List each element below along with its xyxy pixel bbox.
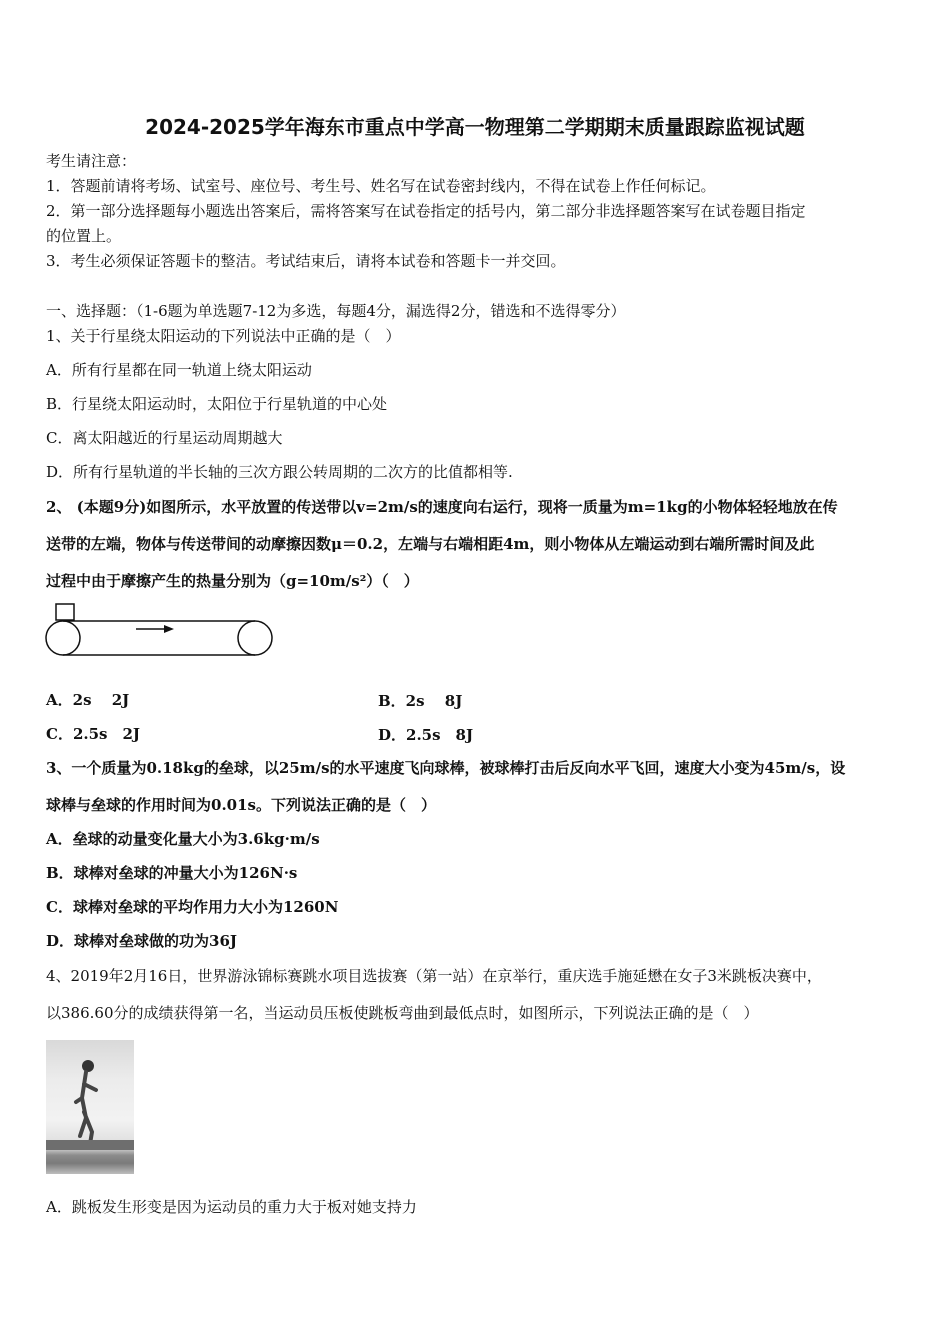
q3-option-a: A．垒球的动量变化量大小为3.6kg·m/s (46, 830, 320, 848)
page-title: 2024-2025学年海东市重点中学高一物理第二学期期末质量跟踪监视试题 (145, 115, 805, 139)
q1-option-c: C．离太阳越近的行星运动周期越大 (46, 429, 283, 447)
notice-heading: 考生请注意： (46, 152, 137, 170)
notice-item-3: 3．考生必须保证答题卡的整洁。考试结束后，请将本试卷和答题卡一并交回。 (46, 252, 566, 270)
q2-option-b: B．2s 8J (378, 692, 463, 710)
q1-option-d: D．所有行星轨道的半长轴的三次方跟公转周期的二次方的比值都相等. (46, 463, 513, 481)
arrow-head (164, 625, 174, 633)
q3-option-b: B．球棒对垒球的冲量大小为126N·s (46, 864, 298, 882)
notice-item-1: 1．答题前请将考场、试室号、座位号、考生号、姓名写在试卷密封线内，不得在试卷上作任何标记。 (46, 177, 716, 195)
q2-stem-line1: 2、 (本题9分)如图所示，水平放置的传送带以v=2m/s的速度向右运行，现将一质量为m=1kg的小物体轻轻地放在传 (46, 498, 838, 516)
small-block (56, 604, 74, 620)
q2-stem-line2: 送带的左端，物体与传送带间的动摩擦因数μ＝0.2，左端与右端相距4m，则小物体从左端运动到右端所需时间及此 (46, 535, 815, 553)
q2-option-c: C．2.5s 2J (46, 725, 141, 743)
right-roller (238, 621, 272, 655)
diver-figure (46, 1040, 134, 1174)
q1-option-b: B．行星绕太阳运动时，太阳位于行星轨道的中心处 (46, 395, 388, 413)
left-roller (46, 621, 80, 655)
notice-item-2: 2．第一部分选择题每小题选出答案后，需将答案写在试卷指定的括号内，第二部分非选择题答案写在试卷题目指定 (46, 202, 806, 220)
q4-stem-line2: 以386.60分的成绩获得第一名，当运动员压板使跳板弯曲到最低点时，如图所示，下列说法正确的是（ ） (46, 1004, 759, 1022)
q2-option-d: D．2.5s 8J (378, 726, 474, 744)
conveyor-belt-figure (40, 600, 280, 662)
q3-option-d: D．球棒对垒球做的功为36J (46, 932, 237, 950)
q3-stem-line1: 3、一个质量为0.18kg的垒球，以25m/s的水平速度飞向球棒，被球棒打击后反向水平飞回，速度大小变为45m/s，设 (46, 759, 846, 777)
q4-option-a: A．跳板发生形变是因为运动员的重力大于板对她支持力 (46, 1198, 417, 1216)
diver-photo (46, 1040, 134, 1174)
q3-option-c: C．球棒对垒球的平均作用力大小为1260N (46, 898, 339, 916)
q1-option-a: A．所有行星都在同一轨道上绕太阳运动 (46, 361, 312, 379)
notice-item-2-cont: 的位置上。 (46, 227, 122, 245)
q2-option-a: A．2s 2J (46, 691, 130, 709)
q2-stem-line3: 过程中由于摩擦产生的热量分别为（g=10m/s²）（ ） (46, 572, 419, 590)
section-heading: 一、选择题：（1-6题为单选题7-12为多选，每题4分，漏选得2分，错选和不选得零分） (46, 302, 626, 320)
q1-stem: 1、关于行星绕太阳运动的下列说法中正确的是（ ） (46, 327, 401, 345)
q4-stem-line1: 4、2019年2月16日，世界游泳锦标赛跳水项目选拔赛（第一站）在京举行，重庆选手施延懋在女子3米跳板决赛中， (46, 967, 822, 985)
q3-stem-line2: 球棒与垒球的作用时间为0.01s。下列说法正确的是（ ） (46, 796, 436, 814)
